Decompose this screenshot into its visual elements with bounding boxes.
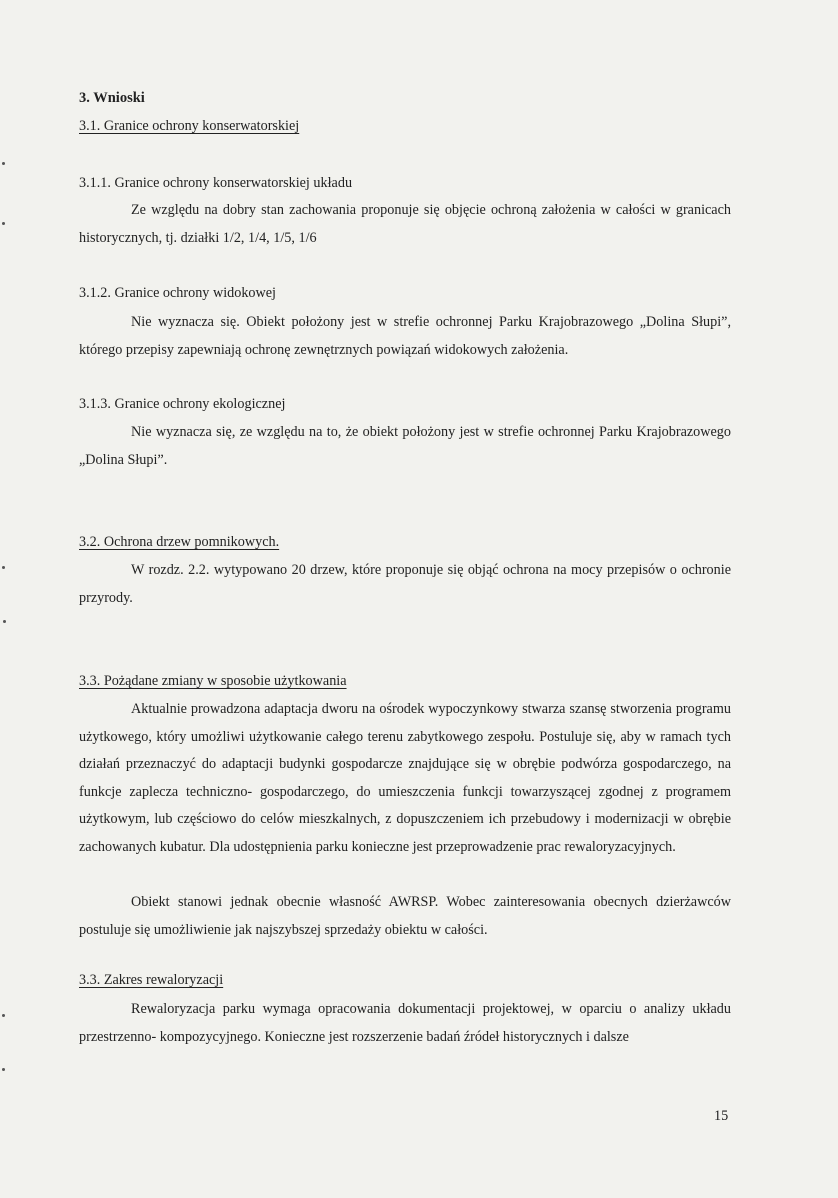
subsection-title-3-3: 3.3. Pożądane zmiany w sposobie użytkowania: [79, 673, 347, 689]
subsection-title-3-1-3: 3.1.3. Granice ochrony ekologicznej: [79, 396, 286, 412]
paragraph-3-2: W rozdz. 2.2. wytypowano 20 drzew, które proponuje się objąć ochrona na mocy przepisów o ochronie przyrody.: [79, 562, 731, 606]
paragraph-3-1-1: Ze względu na dobry stan zachowania proponuje się objęcie ochroną założenia w całości w granicach historycznych, tj. działki 1/2, 1/4, 1/5, 1/6: [79, 202, 731, 246]
scan-speck: [2, 222, 5, 225]
subsection-title-3-1-2: 3.1.2. Granice ochrony widokowej: [79, 285, 276, 301]
subsection-title-3-2: 3.2. Ochrona drzew pomnikowych.: [79, 534, 280, 550]
section-heading: 3. Wnioski: [79, 90, 145, 106]
paragraph-zakres-rewaloryzacji: Rewaloryzacja parku wymaga opracowania dokumentacji projektowej, w oparciu o analizy układu przestrzenno- kompozycyjnego. Konieczne jest rozszerzenie badań źródeł historycznych i dalsze: [79, 1001, 731, 1045]
subsection-title-3-1: 3.1. Granice ochrony konserwatorskiej: [79, 118, 300, 134]
scan-speck: [3, 620, 6, 623]
paragraph-3-1-2: Nie wyznacza się. Obiekt położony jest w strefie ochronnej Parku Krajobrazowego „Dolina Słupi”, którego przepisy zapewniają ochronę zewnętrznych powiązań widokowych założenia.: [79, 314, 731, 358]
scan-speck: [2, 162, 5, 165]
scan-speck: [2, 1068, 5, 1071]
page-number: 15: [714, 1108, 729, 1124]
scan-speck: [2, 1014, 5, 1017]
subsection-title-3-1-1: 3.1.1. Granice ochrony konserwatorskiej układu: [79, 175, 353, 191]
scan-speck: [2, 566, 5, 569]
paragraph-3-3-a: Aktualnie prowadzona adaptacja dworu na ośrodek wypoczynkowy stwarza szansę stworzenia programu użytkowego, który umożliwi użytkowanie całego terenu zabytkowego zespołu. Postuluje się, aby w ramach tych działań przeznaczyć do adaptacji budynki gospodarcze znajdujące się w obrębie podwórza gospodarczego, na funkcje zaplecza techniczno- gospodarczego, do umieszczenia funkcji towarzyszącej zgodnej z programem użytkowym, lub częściowo do celów mieszkalnych, z dopuszczeniem ich przebudowy i modernizacji w obrębie zachowanych kubatur. Dla udostępnienia parku konieczne jest przeprowadzenie prac rewaloryzacyjnych.: [79, 701, 731, 855]
paragraph-3-1-3: Nie wyznacza się, ze względu na to, że obiekt położony jest w strefie ochronnej Parku Krajobrazowego „Dolina Słupi”.: [79, 424, 731, 468]
paragraph-3-3-b: Obiekt stanowi jednak obecnie własność AWRSP. Wobec zainteresowania obecnych dzierżawców postuluje się umożliwienie jak najszybszej sprzedaży obiektu w całości.: [79, 894, 731, 938]
subsection-title-zakres-rewaloryzacji: 3.3. Zakres rewaloryzacji: [79, 972, 224, 988]
